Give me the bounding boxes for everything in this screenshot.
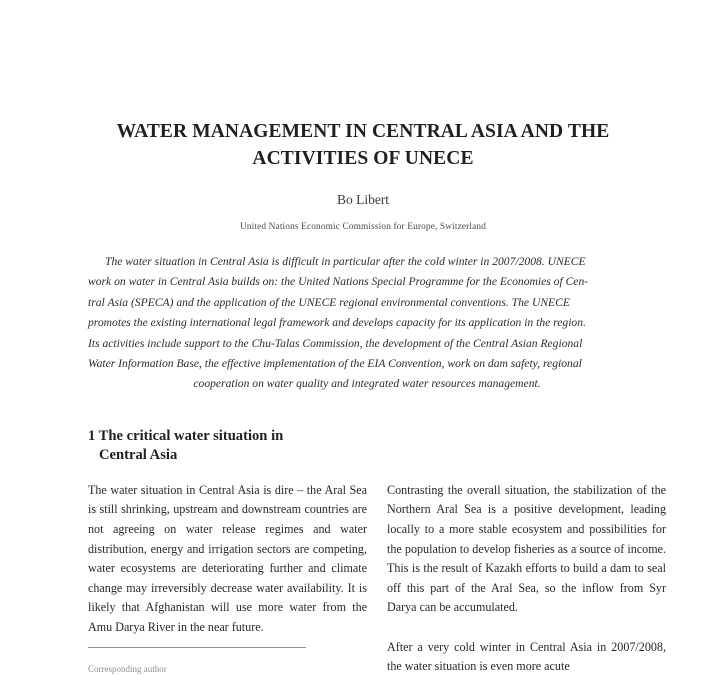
author-affiliation: United Nations Economic Commission for Europe, Switzerland bbox=[240, 222, 486, 232]
page-title-line-2: ACTIVITIES OF UNECE bbox=[252, 148, 474, 169]
abstract-line: promotes the existing international legal framework and develops capacity for its application in the region. bbox=[88, 316, 586, 330]
abstract-line: Water Information Base, the effective implementation of the EIA Convention, work on dam safety, regional bbox=[88, 357, 582, 371]
paragraph: Contrasting the overall situation, the stabilization of the Northern Aral Sea is a positive development, leading locally to a more stable ecosystem and possibilities for the population to develop fisheries as a source of income. This is the result of Kazakh efforts to build a dam to seal off this part of the Aral Sea, so the inflow from Syr Darya can be accumulated. bbox=[387, 482, 666, 615]
abstract-line: cooperation on water quality and integrated water resources management. bbox=[193, 377, 541, 391]
paragraph: The water situation in Central Asia is dire – the Aral Sea is still shrinking, upstream and downstream countries are not agreeing on water release regimes and water distribution, energy and irrigation sectors are competing, water ecosystems are deteriorating further and climate change may irreversibly decrease water availability. It is likely that Afghanistan will use more water from the Amu Darya River in the near future. bbox=[88, 482, 367, 634]
body-column-left bbox=[88, 481, 367, 638]
section-heading-line-2: Central Asia bbox=[99, 447, 178, 464]
section-heading-line-1: 1 The critical water situation in bbox=[88, 427, 284, 444]
abstract-line: The water situation in Central Asia is difficult in particular after the cold winter in 2007/2008. UNECE bbox=[105, 255, 586, 268]
abstract-line: work on water in Central Asia builds on: the United Nations Special Programme for the Economies of Cen- bbox=[88, 275, 589, 289]
page-title-line-1: WATER MANAGEMENT IN CENTRAL ASIA AND THE bbox=[116, 121, 610, 142]
author-name: Bo Libert bbox=[336, 192, 390, 207]
page-title bbox=[88, 0, 638, 172]
paragraph: After a very cold winter in Central Asia in 2007/2008, the water situation is even more acute bbox=[387, 639, 666, 674]
footnote-separator-rule bbox=[88, 647, 306, 648]
abstract-line: tral Asia (SPECA) and the application of the UNECE regional environmental conventions. The UNECE bbox=[88, 295, 570, 309]
footnote-text: Corresponding author bbox=[88, 664, 167, 674]
abstract-line: Its activities include support to the Chu-Talas Commission, the development of the Central Asian Regional bbox=[88, 336, 583, 350]
section-heading bbox=[88, 395, 638, 466]
body-column-right bbox=[387, 481, 666, 675]
abstract bbox=[88, 232, 646, 395]
